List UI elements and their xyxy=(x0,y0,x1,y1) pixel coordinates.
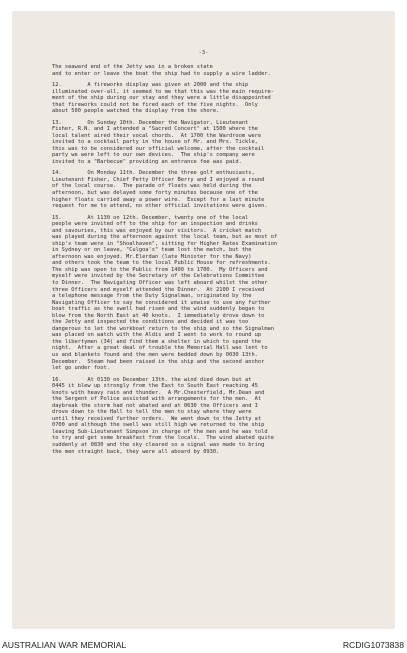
page-number: -3- xyxy=(198,50,209,56)
text-line: us and blankets found and the men were bedded down by 0030 13th. xyxy=(52,351,258,358)
text-line: three Officers and myself attended the Dinner. At 2100 I received xyxy=(52,286,265,293)
text-line: was played during the afternoon against the local team, but as most of xyxy=(52,234,278,241)
text-line: and savouries, this was enjoyed by our visitors. A cricket match xyxy=(52,227,262,234)
paragraph xyxy=(52,82,375,115)
text-line: of the local course. The parade of floats was held during the xyxy=(52,183,252,190)
text-line: to Dinner. The Navigating Officer was left aboard whilst the other xyxy=(52,279,268,286)
text-line: Navigating Officer to say he considered it unwise to use any further xyxy=(52,299,271,306)
text-line: 0445 it blew up strongly from the East to South East reaching 45 xyxy=(52,383,258,390)
text-line: let go under foot. xyxy=(52,365,110,372)
text-line: 13. On Sunday 10th. December the Navigator, Lieutenant xyxy=(52,119,249,126)
text-line: The seaward end of the Jetty was in a broken state xyxy=(52,64,213,70)
text-line: 0700 and although the swell was still high we returned to the ship xyxy=(52,422,265,429)
text-line: Fisher, R.N. and I attended a "Sacred Concert" at 1500 where the xyxy=(52,126,258,133)
text-line: party we were left to our own devices. The ship's company were xyxy=(52,152,255,159)
text-line: Lieutenant Fisher, Chief Petty Officer Berry and I enjoyed a round xyxy=(52,176,265,183)
document-body xyxy=(52,64,375,460)
text-line: and to enter or leave the boat the ship had to supply a wire ladder. xyxy=(52,70,271,77)
text-line: was placed on watch with the Aldis and I went to work to round up xyxy=(52,332,262,339)
text-line: boat traffic as the swell had risen and the wind suddenly began to xyxy=(52,306,265,313)
paragraph xyxy=(52,215,375,372)
text-line: 14. On Monday 11th. December the three golf enthusiasts, xyxy=(52,170,255,177)
text-line: 16. At 0130 on December 13th. the wind died down but at xyxy=(52,376,252,383)
text-line: December. Steam had been raised in the ship and the second anchor xyxy=(52,358,265,365)
text-line: night. After a great deal of trouble the Memorial Hall was lent to xyxy=(52,345,268,352)
text-line: The ship was open to the Public from 1400 to 1700. My Officers and xyxy=(52,266,268,273)
text-line: the men straight back, they were all aboard by 0930. xyxy=(52,448,220,455)
text-line: ship's team were in "Shoalhaven", sitting for Higher Rates Examination xyxy=(52,240,278,247)
text-line: 12. A fireworks display was given at 2000 and the ship xyxy=(52,81,249,88)
text-line: request for me to attend, no other official invitations were given. xyxy=(52,203,268,210)
text-line: knots with heavy rain and thunder. A Mr.Chesterfield, Mr.Dean and xyxy=(52,389,265,396)
text-line: afternoon, but was delayed some forty minutes because one of the xyxy=(52,189,258,196)
text-line: dangerous to let the workboat return to the ship and so the Signalman xyxy=(52,325,274,332)
text-line: in Sydney or on leave, "Culgoa's" team lost the match, but the xyxy=(52,247,252,254)
text-line: drove down to the Hall to tell the men to stay where they were xyxy=(52,409,252,416)
paragraph xyxy=(52,120,375,166)
text-line: the libertymen (34) and find them a shelter in which to spend the xyxy=(52,338,262,345)
text-line: invited to a cocktail party in the house of Mr. and Mrs. Tickle, xyxy=(52,139,258,146)
text-line: myself were invited by the Secretary of the Celebrations Committee xyxy=(52,273,265,280)
text-line: 15. At 1130 on 12th. December, twenty one of the local xyxy=(52,214,249,221)
text-line: until they received further orders. We went down to the Jetty at xyxy=(52,415,262,422)
archive-name: AUSTRALIAN WAR MEMORIAL xyxy=(2,640,127,650)
text-line: a telephone message from the Duty Signalman, originated by the xyxy=(52,293,252,300)
text-line: the Jetty and inspected the conditions and decided it was too xyxy=(52,319,249,326)
paragraph xyxy=(52,377,375,456)
text-line: local talent aired their vocal chords. At 1700 the Wardroom were xyxy=(52,132,262,139)
text-line: illuminated over-all, it seemed to me that this was the main require- xyxy=(52,88,274,95)
archive-footer xyxy=(0,630,407,653)
text-line: afternoon was enjoyed. Mr.Elerdan (late Minister for the Navy) xyxy=(52,253,252,260)
text-line: to try and get some breakfast from the locals. The wind abated quite xyxy=(52,435,274,442)
text-line: the Sergent of Police assisted with arrangements for the men. At xyxy=(52,396,262,403)
text-line: ment of the ship during our stay and they were a little disappointed xyxy=(52,95,271,102)
record-id: RCDIG1073838 xyxy=(342,640,404,650)
text-line: daybreak the storm had not abated and at 0630 the Officers and I xyxy=(52,402,258,409)
text-line: invited to a "Barbecue" providing an entrance fee was paid. xyxy=(52,158,242,165)
text-line: this was to be considered our official welcome, after the cocktail xyxy=(52,145,265,152)
text-line: people were invited off to the ship for an inspection and drinks xyxy=(52,221,258,228)
paragraph xyxy=(52,170,375,209)
paragraph xyxy=(52,64,375,77)
text-line: leaving Sub-Lieutenant Simpson in charge of the men and he was told xyxy=(52,428,268,435)
text-line: that fireworks could not be fired each of the five nights. Only xyxy=(52,101,258,108)
text-line: higher floats carried away a power wire. Except for a last minute xyxy=(52,196,265,203)
text-line: suddenly at 0830 and the sky cleared so a signal was made to bring xyxy=(52,441,265,448)
text-line: blow from the North East at 40 knots. I immediately drove down to xyxy=(52,312,265,319)
text-line: about 500 people watched the display from the shore. xyxy=(52,108,220,115)
text-line: and others took the team to the local Public House for refreshments. xyxy=(52,260,271,267)
document-page xyxy=(13,12,394,628)
